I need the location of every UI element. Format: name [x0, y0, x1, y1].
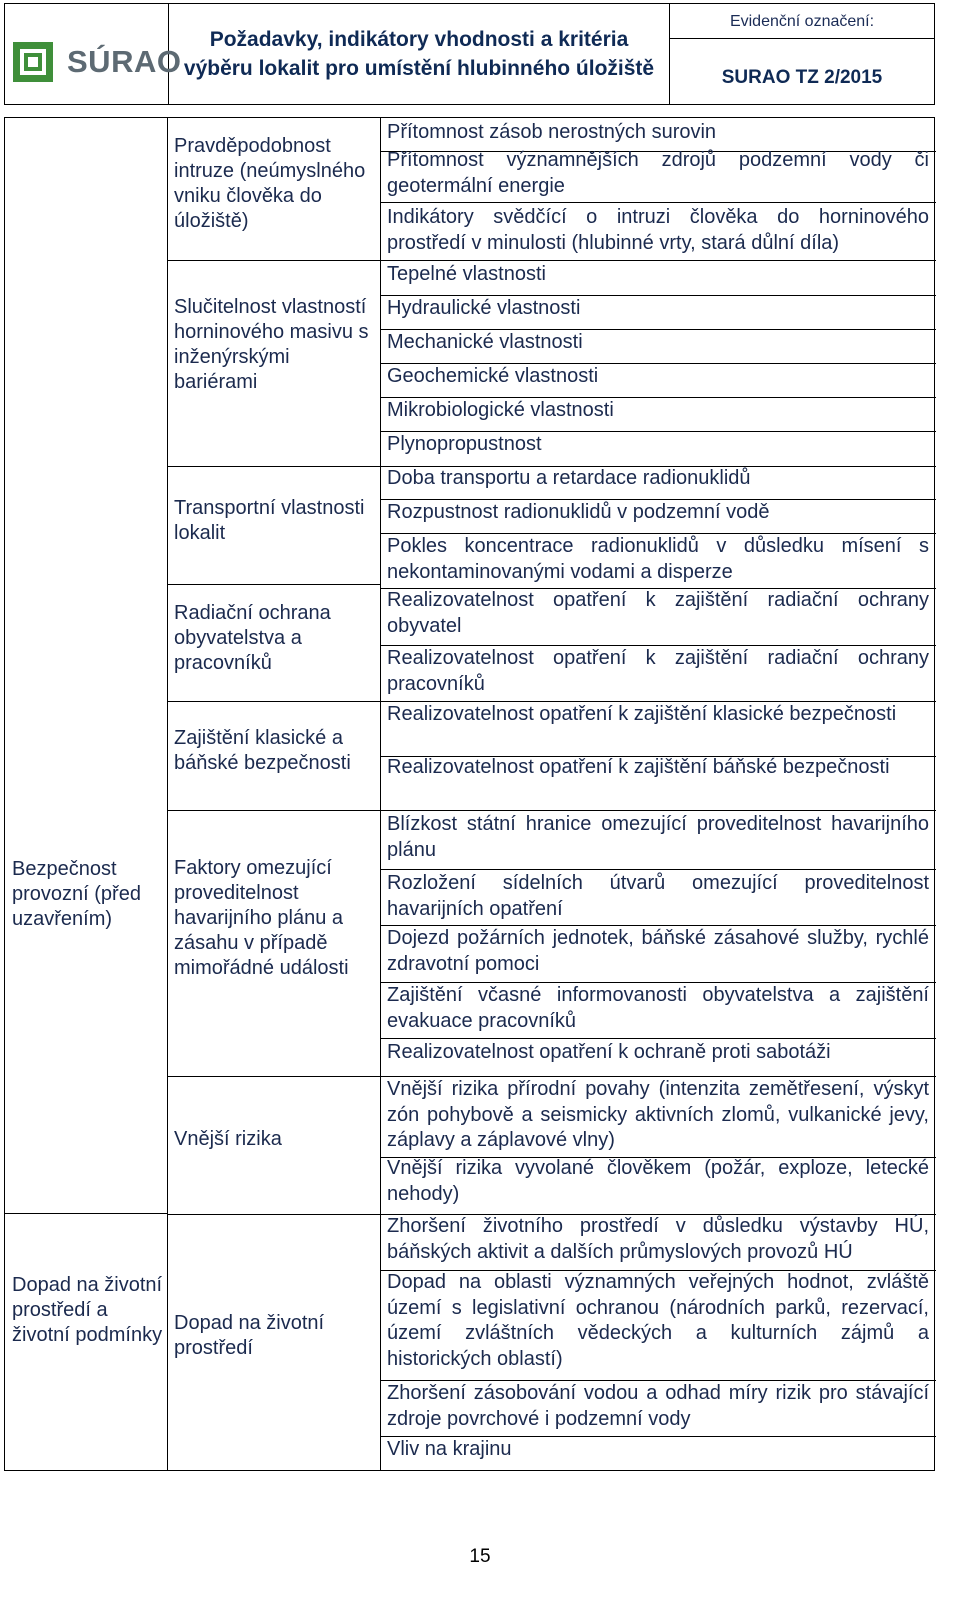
criterion-emergency-plan: Faktory omezující proveditelnost havarijního plánu a zásahu v případě mimořádné události — [174, 857, 349, 979]
criterion-transport: Transportní vlastnosti lokalit — [174, 497, 365, 544]
indicator-row: Realizovatelnost opatření k zajištění báňské bezpečnosti — [387, 756, 890, 778]
category-operational-safety: Bezpečnost provozní (před uzavřením) — [12, 858, 141, 930]
surao-logo-icon — [13, 42, 53, 82]
row-divider — [167, 466, 380, 467]
row-divider — [380, 260, 936, 261]
row-divider — [167, 701, 380, 702]
criterion-compatibility: Slučitelnost vlastností horninového masivu s inženýrskými bariérami — [174, 296, 369, 393]
column-divider — [380, 118, 381, 1470]
criteria-table — [4, 117, 935, 1471]
indicator-row: Rozložení sídelních útvarů omezující proveditelnost havarijních opatření — [387, 872, 929, 920]
row-divider — [167, 1214, 380, 1215]
criterion-radiation-protection: Radiační ochrana obyvatelstva a pracovníků — [174, 602, 331, 674]
indicator-row: Mechanické vlastnosti — [387, 331, 583, 353]
indicator-row: Vnější rizika vyvolané člověkem (požár, exploze, letecké nehody) — [387, 1157, 929, 1205]
logo-cell — [5, 4, 182, 104]
criterion-intrusion: Pravděpodobnost intruze (neúmyslného vniku člověka do úložiště) — [174, 135, 366, 232]
row-divider — [167, 260, 380, 261]
evidence-number: SURAO TZ 2/2015 — [721, 67, 883, 88]
indicator-row: Zajištění včasné informovanosti obyvatelstva a zajištění evakuace pracovníků — [387, 984, 929, 1032]
row-divider — [380, 869, 936, 870]
indicator-row: Realizovatelnost opatření k ochraně proti sabotáži — [387, 1041, 831, 1063]
criterion-external-risks: Vnější rizika — [174, 1128, 282, 1150]
category-environmental-impact: Dopad na životní prostředí a životní podmínky — [12, 1274, 163, 1346]
indicator-row: Mikrobiologické vlastnosti — [387, 399, 614, 421]
row-divider — [380, 1038, 936, 1039]
indicator-row: Plynopropustnost — [387, 433, 542, 455]
row-divider — [167, 584, 380, 585]
header-title-cell — [169, 4, 670, 104]
row-divider — [167, 810, 380, 811]
row-divider — [380, 810, 936, 811]
row-divider — [167, 1076, 380, 1077]
document-header — [4, 3, 935, 105]
indicator-row: Vliv na krajinu — [387, 1438, 512, 1460]
evidence-label: Evidenční označení: — [670, 4, 934, 39]
indicator-row: Indikátory svědčící o intruzi člověka do horninového prostředí v minulosti (hlubinné vrty, stará důlní díla) — [387, 206, 929, 254]
indicator-row: Dojezd požárních jednotek, báňské zásahové služby, rychlé zdravotní pomoci — [387, 927, 929, 975]
indicator-row: Zhoršení zásobování vodou a odhad míry rizik pro stávající zdroje povrchové i podzemní vody — [387, 1382, 929, 1430]
indicator-row: Tepelné vlastnosti — [387, 263, 546, 285]
criterion-classic-safety: Zajištění klasické a báňské bezpečnosti — [174, 727, 351, 774]
indicator-row: Zhoršení životního prostředí v důsledku výstavby HÚ, báňských aktivit a dalších průmyslových provozů HÚ — [387, 1215, 929, 1263]
indicator-row: Pokles koncentrace radionuklidů v důsledku mísení s nekontaminovanými vodami a disperze — [387, 535, 929, 583]
indicator-row: Realizovatelnost opatření k zajištění klasické bezpečnosti — [387, 703, 897, 725]
indicator-row: Doba transportu a retardace radionuklidů — [387, 467, 751, 489]
indicator-row: Rozpustnost radionuklidů v podzemní vodě — [387, 501, 770, 523]
indicator-row: Realizovatelnost opatření k zajištění radiační ochrany pracovníků — [387, 647, 929, 695]
column-divider — [167, 118, 168, 1470]
page-number: 15 — [469, 1546, 491, 1567]
row-divider — [5, 1213, 167, 1214]
indicator-row: Blízkost státní hranice omezující proveditelnost havarijního plánu — [387, 813, 929, 861]
indicator-row: Přítomnost významnějších zdrojů podzemní vody či geotermální energie — [387, 149, 929, 197]
criterion-environment: Dopad na životní prostředí — [174, 1312, 325, 1359]
document-title: Požadavky, indikátory vhodnosti a kritéria výběru lokalit pro umístění hlubinného úložiště — [183, 28, 655, 80]
indicator-row: Přítomnost zásob nerostných surovin — [387, 121, 717, 143]
indicator-row: Geochemické vlastnosti — [387, 365, 599, 387]
indicator-row: Hydraulické vlastnosti — [387, 297, 581, 319]
logo-text: SÚRAO — [67, 44, 182, 79]
row-divider — [380, 202, 936, 203]
indicator-row: Vnější rizika přírodní povahy (intenzita zemětřesení, výskyt zón pohybově a seismicky aktivních zlomů, vulkanické jevy, záplavy a záplavové vlny) — [387, 1078, 929, 1151]
indicator-row: Dopad na oblasti významných veřejných hodnot, zvláště území s legislativní ochranou (národních parků, rezervací, území zvláštních vědeckých a kulturních zájmů a historických oblastí) — [387, 1271, 929, 1370]
indicator-row: Realizovatelnost opatření k zajištění radiační ochrany obyvatel — [387, 589, 929, 637]
